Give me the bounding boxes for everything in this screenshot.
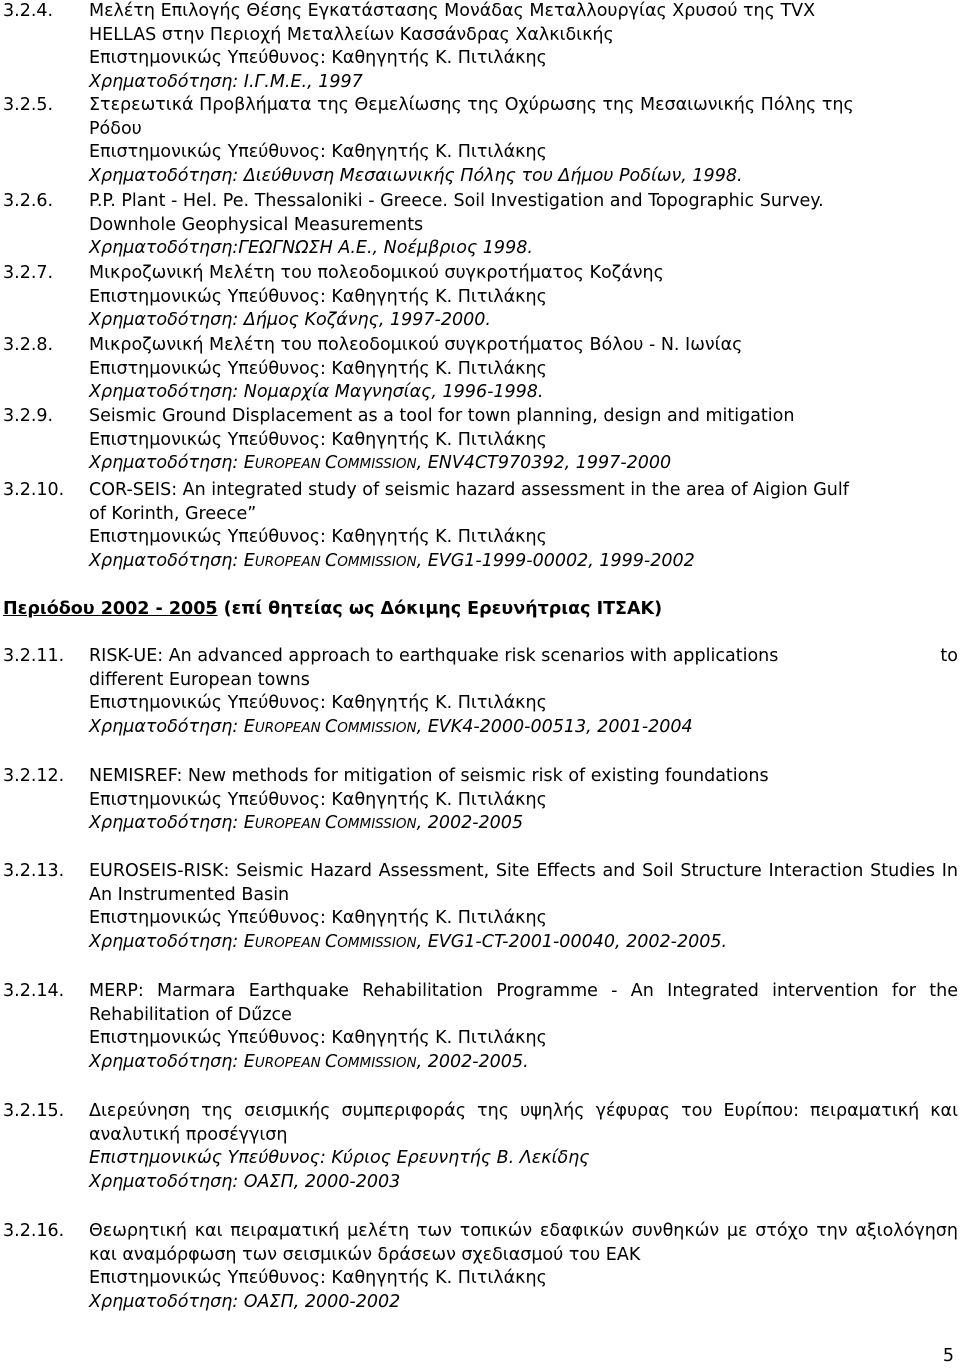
entry-title-part: RISK-UE: An advanced approach to earthquake risk scenarios with applications <box>89 646 779 666</box>
entry-funding <box>89 931 958 956</box>
funding-sponsor: E <box>243 813 255 833</box>
funding-details: , EVG1-1999-00002, 1999-2002 <box>416 550 695 571</box>
entry-number: 3.2.15. <box>3 1101 65 1121</box>
entry-number: 3.2.12. <box>3 766 65 786</box>
entry-title: Ρόδου <box>89 118 142 139</box>
entry-title: Μικροζωνική Μελέτη του πολεοδομικού συγκροτήματος Βόλου - Ν. Ιωνίας <box>89 335 743 355</box>
section-heading-note: (επί θητείας ως Δόκιμης Ερευνήτριας ΙΤΣΑΚ) <box>217 599 663 619</box>
funding-sponsor: OMMISSION <box>337 719 417 736</box>
entry-number: 3.2.7. <box>3 263 54 283</box>
entry-title: Seismic Ground Displacement as a tool for town planning, design and mitigation <box>89 406 795 426</box>
entry-number: 3.2.9. <box>3 406 54 426</box>
funding-sponsor: OMMISSION <box>337 553 417 570</box>
entry-title: MERP: Marmara Earthquake Rehabilitation Programme - An Integrated intervention for the Rehabilitation of Dűzce <box>89 981 958 1025</box>
entry-funding: Χρηματοδότηση: Διεύθυνση Μεσαιωνικής Πόλης του Δήμου Ροδίων, 1998. <box>89 165 743 186</box>
entry-supervisor: Επιστημονικώς Υπεύθυνος: Καθηγητής Κ. Πιτιλάκης <box>89 1028 547 1048</box>
entry-supervisor: Επιστημονικώς Υπεύθυνος: Κύριος Ερευνητής Β. Λεκίδης <box>89 1148 590 1168</box>
entry-title: of Korinth, Greece” <box>89 503 257 524</box>
funding-details: , EVK4-2000-00513, 2001-2004 <box>416 716 693 737</box>
entry-supervisor: Επιστημονικώς Υπεύθυνος: Καθηγητής Κ. Πιτιλάκης <box>89 48 547 68</box>
section-heading-prefix: Περιόδου <box>3 599 101 619</box>
entry-number: 3.2.4. <box>3 1 54 21</box>
section-heading-years: 2002 - 2005 <box>100 599 218 619</box>
funding-details: , EVG1-CT-2001-00040, 2002-2005. <box>416 931 728 952</box>
funding-sponsor: C <box>325 453 338 473</box>
entry-supervisor: Επιστημονικώς Υπεύθυνος: Καθηγητής Κ. Πιτιλάκης <box>89 142 547 162</box>
entry-number: 3.2.11. <box>3 646 65 666</box>
entry-title: different European towns <box>89 669 310 690</box>
funding-sponsor: C <box>325 813 338 833</box>
funding-sponsor: E <box>243 1051 255 1072</box>
funding-sponsor: UROPEAN <box>254 934 326 951</box>
entry-funding <box>89 452 958 477</box>
entry-title: Μελέτη Επιλογής Θέσης Εγκατάστασης Μονάδας Μεταλλουργίας Χρυσού της TVX <box>89 1 816 21</box>
funding-prefix: Χρηματοδότηση: <box>89 813 244 833</box>
funding-sponsor: UROPEAN <box>254 1054 326 1071</box>
entry-title-part: to <box>940 646 958 666</box>
entry-number: 3.2.16. <box>3 1221 65 1241</box>
entry-supervisor: Επιστημονικώς Υπεύθυνος: Καθηγητής Κ. Πιτιλάκης <box>89 527 547 547</box>
entry-title: Downhole Geophysical Measurements <box>89 214 424 235</box>
entry-title: NEMISREF: New methods for mitigation of seismic risk of existing foundations <box>89 766 769 786</box>
funding-prefix: Χρηματοδότηση: <box>89 716 244 737</box>
entry-funding: Χρηματοδότηση:ΓΕΩΓΝΩΣΗ Α.Ε., Νοέμβριος 1998. <box>89 238 533 258</box>
entry-title: Μικροζωνική Μελέτη του πολεοδομικού συγκροτήματος Κοζάνης <box>89 263 664 283</box>
funding-details: , ENV4CT970392, 1997-2000 <box>416 453 672 473</box>
entry-number: 3.2.13. <box>3 861 65 881</box>
funding-sponsor: UROPEAN <box>254 553 326 570</box>
entry-funding: Χρηματοδότηση: Δήμος Κοζάνης, 1997-2000. <box>89 310 491 330</box>
funding-sponsor: OMMISSION <box>337 934 417 951</box>
funding-sponsor: UROPEAN <box>254 456 326 472</box>
funding-sponsor: OMMISSION <box>337 816 417 832</box>
funding-details: , 2002-2005 <box>416 813 524 833</box>
entry-funding <box>89 550 958 575</box>
funding-prefix: Χρηματοδότηση: <box>89 453 244 473</box>
entry-number: 3.2.8. <box>3 335 54 355</box>
entry-supervisor: Επιστημονικώς Υπεύθυνος: Καθηγητής Κ. Πιτιλάκης <box>89 908 547 928</box>
funding-prefix: Χρηματοδότηση: <box>89 931 244 952</box>
funding-sponsor: E <box>243 453 255 473</box>
entry-number: 3.2.5. <box>3 95 54 115</box>
entry-supervisor: Επιστημονικώς Υπεύθυνος: Καθηγητής Κ. Πιτιλάκης <box>89 286 547 307</box>
section-heading <box>3 598 662 622</box>
entry-supervisor: Επιστημονικώς Υπεύθυνος: Καθηγητής Κ. Πιτιλάκης <box>89 429 547 450</box>
funding-sponsor: UROPEAN <box>254 816 326 832</box>
entry-title: Διερεύνηση της σεισμικής συμπεριφοράς της υψηλής γέφυρας του Ευρίπου: πειραματική και αναλυτική προσέγγιση <box>89 1101 958 1145</box>
page-number: 5 <box>942 1345 954 1366</box>
entry-number: 3.2.14. <box>3 981 65 1001</box>
funding-sponsor: UROPEAN <box>254 719 326 736</box>
funding-prefix: Χρηματοδότηση: <box>89 1051 244 1072</box>
entry-title: HELLAS στην Περιοχή Μεταλλείων Κασσάνδρας Χαλκιδικής <box>89 24 614 45</box>
funding-details: , 2002-2005. <box>416 1051 529 1072</box>
funding-prefix: Χρηματοδότηση: <box>89 550 244 571</box>
entry-funding: Χρηματοδότηση: ΟΑΣΠ, 2000-2002 <box>89 1291 401 1312</box>
entry-supervisor: Επιστημονικώς Υπεύθυνος: Καθηγητής Κ. Πιτιλάκης <box>89 789 547 810</box>
entry-title <box>89 645 958 669</box>
entry-title: Θεωρητική και πειραματική μελέτη των τοπικών εδαφικών συνθηκών με στόχο την αξιολόγηση και αναμόρφωση των σεισμικών δράσεων σχεδιασμού του ΕΑΚ <box>89 1221 958 1265</box>
entry-title: COR-SEIS: An integrated study of seismic hazard assessment in the area of Aigion Gulf <box>89 480 849 500</box>
entry-funding: Χρηματοδότηση: Ι.Γ.Μ.Ε., 1997 <box>89 71 363 92</box>
funding-sponsor: OMMISSION <box>337 456 417 472</box>
entry-number: 3.2.10. <box>3 480 65 500</box>
entry-funding <box>89 1051 958 1076</box>
funding-sponsor: C <box>325 550 338 571</box>
funding-sponsor: E <box>243 550 255 571</box>
entry-title: EUROSEIS-RISK: Seismic Hazard Assessment, Site Effects and Soil Structure Interaction Studies In An Instrumented Basin <box>89 861 958 905</box>
entry-title: P.P. Plant - Hel. Pe. Thessaloniki - Greece. Soil Investigation and Topographic Survey. <box>89 191 824 211</box>
funding-sponsor: C <box>325 1051 338 1072</box>
funding-sponsor: C <box>325 716 338 737</box>
entry-funding: Χρηματοδότηση: ΟΑΣΠ, 2000-2003 <box>89 1171 401 1192</box>
entry-supervisor: Επιστημονικώς Υπεύθυνος: Καθηγητής Κ. Πιτιλάκης <box>89 358 547 379</box>
funding-sponsor: E <box>243 931 255 952</box>
entry-supervisor: Επιστημονικώς Υπεύθυνος: Καθηγητής Κ. Πιτιλάκης <box>89 1268 547 1288</box>
entry-supervisor: Επιστημονικώς Υπεύθυνος: Καθηγητής Κ. Πιτιλάκης <box>89 693 547 713</box>
entry-funding <box>89 812 958 837</box>
funding-sponsor: C <box>325 931 338 952</box>
entry-funding <box>89 716 958 741</box>
entry-number: 3.2.6. <box>3 191 54 211</box>
entry-funding: Χρηματοδότηση: Νομαρχία Μαγνησίας, 1996-1998. <box>89 382 544 402</box>
funding-sponsor: E <box>243 716 255 737</box>
funding-sponsor: OMMISSION <box>337 1054 417 1071</box>
entry-title: Στερεωτικά Προβλήματα της Θεμελίωσης της Οχύρωσης της Μεσαιωνικής Πόλης της <box>89 95 854 115</box>
